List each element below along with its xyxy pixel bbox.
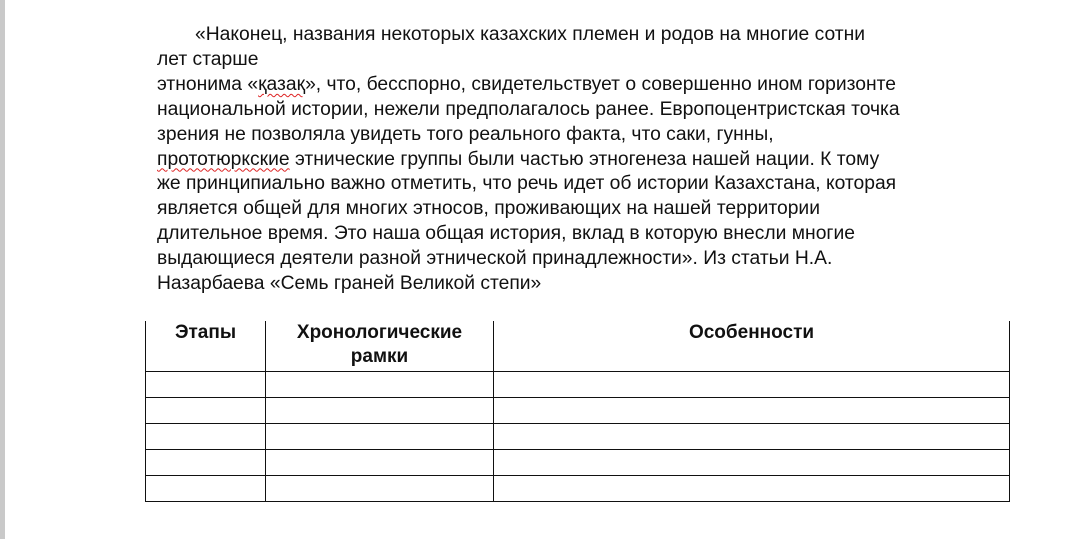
page-edge: [0, 0, 5, 539]
table-cell[interactable]: [494, 398, 1010, 424]
table-cell[interactable]: [266, 476, 494, 502]
table-cell[interactable]: [266, 424, 494, 450]
table-row: [146, 398, 1010, 424]
table-row: [146, 372, 1010, 398]
quote-line: [157, 148, 900, 173]
text: этнические группы были частью этногенеза нашей нации. К тому: [289, 148, 880, 170]
quote-line: «Наконец, названия некоторых казахских племен и родов на многие сотни: [195, 24, 866, 45]
table-row: [146, 424, 1010, 450]
quote-line: является общей для многих этносов, проживающих на нашей территории: [157, 198, 820, 220]
quote-line: национальной истории, нежели предполагалось ранее. Европоцентристская точка: [157, 98, 900, 120]
quote-line: зрения не позволяла увидеть того реального факта, что саки, гунны,: [157, 123, 774, 145]
table-row: [146, 476, 1010, 502]
quote-line: выдающиеся деятели разной этнической принадлежности». Из статьи Н.А.: [157, 248, 833, 270]
table-cell[interactable]: [146, 398, 266, 424]
table-cell[interactable]: [266, 372, 494, 398]
table-row: [146, 450, 1010, 476]
quote-line: же принципиально важно отметить, что речь идет об истории Казахстана, которая: [157, 173, 897, 195]
table-cell[interactable]: [494, 372, 1010, 398]
quote-line: [157, 73, 900, 98]
text: », что, бесспорно, свидетельствует о совершенно ином горизонте: [305, 73, 896, 95]
table-cell[interactable]: [146, 424, 266, 450]
table-cell[interactable]: [146, 450, 266, 476]
quote-line: Назарбаева «Семь граней Великой степи»: [157, 273, 542, 295]
table-cell[interactable]: [494, 424, 1010, 450]
stages-table: [145, 321, 1010, 502]
table-cell[interactable]: [266, 398, 494, 424]
table-header-row: [146, 321, 1010, 372]
quote-line: длительное время. Это наша общая история, вклад в которую внесли многие: [157, 223, 855, 245]
header-features: Особенности: [494, 321, 1010, 372]
table-cell[interactable]: [146, 372, 266, 398]
table-cell[interactable]: [494, 476, 1010, 502]
table-cell[interactable]: [146, 476, 266, 502]
text: этнонима «: [157, 73, 259, 95]
header-chronology: Хронологические рамки: [266, 321, 494, 372]
header-stages: Этапы: [146, 321, 266, 372]
misspelled-word[interactable]: қазақ: [258, 73, 306, 95]
quote-line: лет старше: [157, 48, 259, 70]
table-cell[interactable]: [494, 450, 1010, 476]
quote-paragraph: [157, 23, 900, 297]
misspelled-word[interactable]: прототюркские: [157, 148, 290, 170]
table-cell[interactable]: [266, 450, 494, 476]
